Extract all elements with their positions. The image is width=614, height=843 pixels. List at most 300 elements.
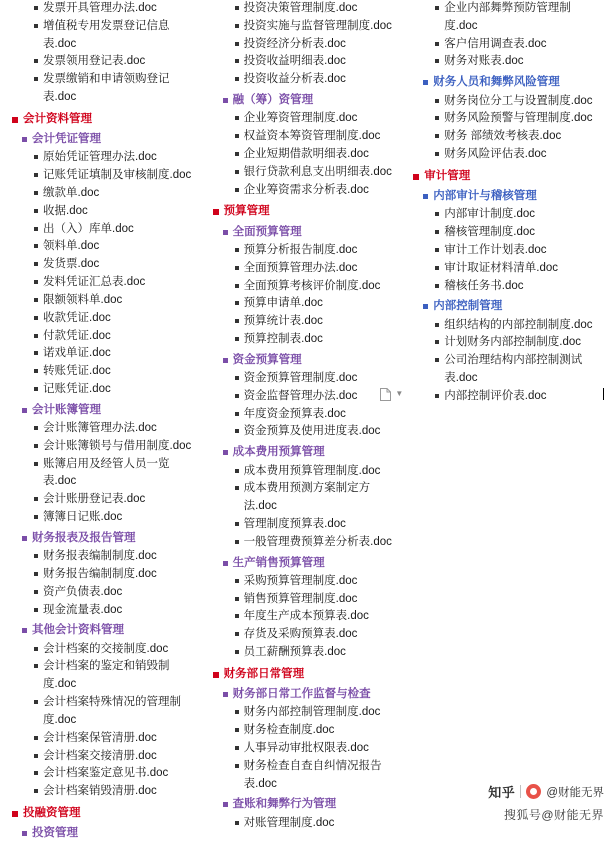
outline-item-label: 公司治理结构内部控制测试表.doc [444,354,583,384]
outline-item-label: 转账凭证.doc [43,365,111,378]
sohu-footer: 搜狐号@财能无界 [503,808,604,822]
square-bullet-icon [223,802,228,807]
outline-item-label: 投资收益明细表.doc [243,55,346,68]
outline-item[interactable] [10,203,203,221]
outline-item-label: 其他会计资料管理 [32,624,124,637]
outline-item-label: 企业内部舞弊预防管理制度.doc [444,2,571,32]
outline-item-label: 现金流量表.doc [43,603,123,616]
square-bullet-icon [235,540,239,544]
chevron-down-icon[interactable]: ▼ [395,388,404,398]
outline-item-label: 投资管理 [32,827,78,840]
outline-item-label: 收款凭证.doc [43,311,111,324]
square-bullet-icon [34,426,38,430]
outline-item-label: 成本费用预测方案制定方法.doc [243,482,371,513]
outline-item[interactable] [10,149,203,167]
outline-heading-level1[interactable] [10,805,203,822]
outline-item-label: 管理制度预算表.doc [243,517,346,530]
outline-item[interactable] [411,352,604,388]
outline-item[interactable] [10,71,203,107]
square-bullet-icon [235,764,239,768]
square-bullet-icon [235,170,239,174]
outline-item-label: 预算统计表.doc [243,315,323,328]
square-bullet-icon [22,408,27,413]
square-bullet-icon [34,700,38,704]
outline-item[interactable] [10,783,203,801]
outline-item-label: 财务报表编制制度.doc [43,550,157,563]
square-bullet-icon [235,728,239,732]
outline-item[interactable] [10,491,203,509]
outline-item[interactable] [10,310,203,328]
outline-item[interactable] [211,295,404,313]
column-2 [207,0,408,833]
square-bullet-icon [235,394,239,398]
outline-item[interactable] [211,722,404,740]
square-bullet-icon [235,134,239,138]
watermark [488,782,604,801]
outline-heading-level1[interactable] [411,168,604,185]
square-bullet-icon [34,209,38,213]
square-bullet-icon [435,212,439,216]
outline-heading-level2[interactable] [10,530,203,547]
outline-item-label: 员工薪酬预算表.doc [243,646,346,659]
outline-item-label: 会计档案的鉴定和销毁制度.doc [43,660,170,691]
square-bullet-icon [34,736,38,740]
outline-item[interactable] [10,363,203,381]
outline-item[interactable] [211,644,404,662]
outline-item-label: 资金预算及使用进度表.doc [243,425,381,438]
square-bullet-icon [435,59,439,63]
outline-heading-level2[interactable] [10,131,203,148]
outline-item[interactable] [211,278,404,296]
outline-item[interactable] [411,128,604,146]
outline-heading-level2[interactable] [411,188,604,205]
square-bullet-icon [223,561,228,566]
outline-item-label: 稽核任务书.doc [444,279,524,292]
square-bullet-icon [413,174,419,180]
outline-item-label: 会计档案保管清册.doc [43,731,157,744]
square-bullet-icon [235,412,239,416]
square-bullet-icon [34,77,38,81]
outline-item[interactable] [211,758,404,794]
column-1 [6,0,207,843]
outline-item[interactable] [411,206,604,224]
square-bullet-icon [423,194,428,199]
square-bullet-icon [213,209,219,215]
outline-item[interactable] [211,815,404,833]
square-bullet-icon [34,515,38,519]
square-bullet-icon [34,369,38,373]
outline-item-label: 财务检查自查自纠情况报告表.doc [243,759,382,790]
square-bullet-icon [34,227,38,231]
outline-item[interactable] [10,548,203,566]
square-bullet-icon [22,831,27,836]
outline-item-label: 出（入）库单.doc [43,222,134,235]
square-bullet-icon [223,230,228,235]
outline-item-label: 投资决策管理制度.doc [243,2,358,14]
outline-item[interactable] [10,566,203,584]
square-bullet-icon [34,647,38,651]
outline-item-label: 成本费用预算管理制度.doc [243,464,381,477]
square-bullet-icon [223,450,228,455]
outline-item[interactable] [411,242,604,260]
square-bullet-icon [223,692,228,697]
outline-item[interactable] [10,185,203,203]
outline-item[interactable] [10,658,203,694]
outline-heading-level2[interactable] [211,224,404,241]
outline-item-label: 发票缴销和申请领购登记表.doc [43,73,170,104]
outline-item-label: 成本费用预算管理 [232,446,325,459]
outline-item-label: 缴款单.doc [43,187,100,199]
outline-item-label: 资产负债表.doc [43,585,123,598]
outline-item-label: 发料凭证汇总表.doc [43,276,146,289]
square-bullet-icon [34,444,38,448]
outline-item[interactable] [10,694,203,730]
outline-item[interactable] [211,423,404,441]
outline-item-label: 稽核管理制度.doc [444,226,536,239]
square-bullet-icon [34,351,38,355]
outline-item[interactable] [411,224,604,242]
square-bullet-icon [435,230,439,234]
outline-item-label: 一般管理费预算差分析表.doc [243,535,392,548]
square-bullet-icon [235,746,239,750]
outline-item[interactable] [411,334,604,352]
square-bullet-icon [34,497,38,501]
square-bullet-icon [34,6,38,10]
square-bullet-icon [235,376,239,380]
outline-item-label: 内部控制管理 [433,300,503,313]
outline-item-label: 财务风险评估表.doc [444,147,547,160]
square-bullet-icon [34,554,38,558]
square-bullet-icon [235,77,239,81]
document-file-icon [380,388,391,401]
outline-item-label: 会计档案销毁清册.doc [43,785,157,798]
outline-item[interactable] [211,18,404,36]
square-bullet-icon [213,672,219,678]
outline-item[interactable] [211,480,404,516]
outline-item-label: 会计档案特殊情况的管理制度.doc [43,696,181,726]
outline-item-label: 资金预算管理制度.doc [243,372,358,384]
square-bullet-icon [235,116,239,120]
square-bullet-icon [435,323,439,327]
outline-item[interactable] [411,146,604,164]
outline-item[interactable] [10,345,203,363]
outline-item[interactable] [10,748,203,766]
square-bullet-icon [34,608,38,612]
outline-item-label: 财务报告编制制度.doc [43,567,157,580]
square-bullet-icon [435,42,439,46]
outline-heading-level2[interactable] [211,555,404,572]
outline-heading-level2[interactable] [211,352,404,369]
outline-item-label: 会计凭证管理 [32,133,101,146]
outline-item-label: 组织结构的内部控制制度.doc [444,318,593,331]
square-bullet-icon [235,469,239,473]
square-bullet-icon [22,628,27,633]
outline-item-label: 财务风险预警与管理制度.doc [444,112,593,125]
outline-item-label: 客户信用调查表.doc [444,37,547,50]
outline-item[interactable] [211,71,404,89]
square-bullet-icon [235,152,239,156]
outline-item[interactable] [411,110,604,128]
outline-item-label: 投资实施与监督管理制度.doc [243,19,392,32]
square-bullet-icon [34,334,38,338]
square-bullet-icon [435,116,439,120]
outline-item-label: 内部审计与稽核管理 [433,190,537,202]
outline-item-label: 簿簿日记账.doc [43,511,123,524]
outline-item[interactable] [211,388,404,406]
square-bullet-icon [223,98,228,103]
square-bullet-icon [22,536,27,541]
outline-item[interactable] [211,182,404,200]
square-bullet-icon [235,650,239,654]
outline-item-label: 发货票.doc [43,258,100,271]
outline-item[interactable] [10,18,203,54]
square-bullet-icon [235,301,239,305]
outline-heading-level2[interactable] [10,622,203,639]
square-bullet-icon [12,117,18,123]
outline-item[interactable] [211,516,404,534]
outline-item-label: 权益资本筹资管理制度.doc [243,130,381,143]
outline-item-label: 发票开具管理办法.doc [43,2,157,14]
three-column-layout [6,0,608,843]
square-bullet-icon [235,284,239,288]
outline-item[interactable] [10,420,203,438]
outline-item-label: 查账和舞弊行为管理 [232,798,337,811]
square-bullet-icon [423,304,428,309]
outline-item-label: 银行贷款利息支出明细表.doc [243,165,392,178]
square-bullet-icon [235,24,239,28]
square-bullet-icon [12,811,18,817]
outline-item-label: 限额领料单.doc [43,293,123,306]
square-bullet-icon [34,280,38,284]
outline-item-label: 销售预算管理制度.doc [243,592,358,605]
outline-item[interactable] [211,534,404,552]
outline-item[interactable] [211,704,404,722]
outline-item[interactable] [10,765,203,783]
square-bullet-icon [235,597,239,601]
square-bullet-icon [34,572,38,576]
square-bullet-icon [235,710,239,714]
outline-item-label: 财务岗位分工与设置制度.doc [444,94,593,107]
outline-item-label: 企业筹资需求分析表.doc [243,183,369,196]
outline-item-label: 审计取证材料清单.doc [444,261,559,274]
outline-heading-level2[interactable] [211,444,404,461]
square-bullet-icon [235,821,239,825]
outline-item[interactable] [411,388,604,406]
outline-item[interactable] [211,608,404,626]
square-bullet-icon [435,152,439,156]
outline-item[interactable] [10,274,203,292]
outline-item[interactable] [10,167,203,185]
outline-item[interactable] [10,438,203,456]
outline-item[interactable] [10,730,203,748]
outline-item[interactable] [211,406,404,424]
outline-heading-level2[interactable] [211,686,404,703]
outline-item[interactable] [10,256,203,274]
outline-item-label: 会计档案交接清册.doc [43,749,157,762]
outline-item-label: 预算分析报告制度.doc [243,243,358,256]
outline-item[interactable] [211,463,404,481]
outline-item-label: 预算申请单.doc [243,297,323,310]
outline-heading-level2[interactable] [10,825,203,842]
outline-item[interactable] [10,641,203,659]
outline-item[interactable] [411,53,604,71]
outline-item[interactable] [211,370,404,388]
square-bullet-icon [235,266,239,270]
outline-item[interactable] [411,260,604,278]
square-bullet-icon [235,632,239,636]
outline-item[interactable] [211,164,404,182]
outline-item-label: 财务人员和舞弊风险管理 [433,76,560,89]
square-bullet-icon [235,614,239,618]
square-bullet-icon [435,99,439,103]
outline-item[interactable] [10,584,203,602]
outline-item-label: 企业筹资管理制度.doc [243,112,358,125]
outline-heading-level1[interactable] [10,111,203,128]
avatar [526,784,541,799]
outline-item-label: 预算控制表.doc [243,332,323,345]
outline-item[interactable] [211,331,404,349]
outline-item-label: 财务检查制度.doc [243,724,335,737]
square-bullet-icon [235,319,239,323]
outline-item-label: 年度生产成本预算表.doc [243,610,369,623]
outline-heading-level2[interactable] [10,402,203,419]
outline-item-label: 记账凭证填制及审核制度.doc [43,169,192,182]
outline-item-label: 财务报表及报告管理 [32,531,136,544]
outline-item-label: 对账管理制度.doc [243,816,335,829]
square-bullet-icon [235,337,239,341]
square-bullet-icon [34,298,38,302]
outline-item[interactable] [211,36,404,54]
outline-heading-level1[interactable] [211,666,404,683]
outline-item[interactable] [211,242,404,260]
column-3 [407,0,608,406]
outline-item-label: 会计账簿管理办法.doc [43,422,157,434]
outline-item-label: 投资收益分析表.doc [243,73,346,86]
square-bullet-icon [435,266,439,270]
outline-item[interactable] [10,602,203,620]
square-bullet-icon [34,191,38,195]
outline-item-label: 企业短期借款明细表.doc [243,147,369,160]
outline-item-label: 投融资管理 [23,806,81,819]
watermark-author: @财能无界 [546,786,604,799]
square-bullet-icon [34,789,38,793]
outline-item-label: 全面预算考核评价制度.doc [243,279,381,292]
outline-heading-level2[interactable] [411,298,604,315]
square-bullet-icon [34,59,38,63]
outline-item-label: 会计账簿管理 [32,403,101,416]
square-bullet-icon [34,244,38,248]
square-bullet-icon [235,188,239,192]
outline-item-label: 审计管理 [424,169,471,182]
outline-item[interactable] [411,317,604,335]
square-bullet-icon [435,6,439,10]
outline-item[interactable] [10,53,203,71]
outline-item-label: 融（筹）资管理 [232,94,314,107]
square-bullet-icon [34,590,38,594]
outline-item-label: 财务对账表.doc [444,55,524,68]
square-bullet-icon [22,137,27,142]
outline-item-label: 付款凭证.doc [43,329,111,342]
outline-item[interactable] [10,381,203,399]
outline-heading-level2[interactable] [411,74,604,91]
outline-item-label: 财务部日常管理 [223,667,305,680]
outline-item[interactable] [211,128,404,146]
outline-item[interactable] [211,626,404,644]
outline-item[interactable] [10,0,203,18]
square-bullet-icon [235,6,239,10]
outline-heading-level2[interactable] [211,796,404,813]
outline-item[interactable] [411,278,604,296]
outline-item-label: 原始凭证管理办法.doc [43,151,157,164]
square-bullet-icon [34,173,38,177]
square-bullet-icon [34,24,38,28]
outline-item[interactable] [211,260,404,278]
outline-item[interactable] [10,456,203,492]
outline-item-label: 财务 部绩效考核表.doc [444,130,562,143]
outline-item[interactable] [211,313,404,331]
outline-item-label: 会计账册登记表.doc [43,493,146,506]
outline-item-label: 审计工作计划表.doc [444,243,547,256]
outline-item-label: 账簿启用及经管人员一览表.doc [43,457,170,488]
outline-item-label: 内部审计制度.doc [444,208,536,221]
square-bullet-icon [34,754,38,758]
outline-item[interactable] [411,93,604,111]
outline-item[interactable] [411,0,604,36]
square-bullet-icon [235,59,239,63]
square-bullet-icon [34,316,38,320]
text-cursor [603,388,604,400]
outline-item-label: 预算管理 [223,205,270,218]
outline-item-label: 生产销售预算管理 [232,556,325,569]
outline-item[interactable] [10,328,203,346]
outline-item[interactable] [211,591,404,609]
outline-item[interactable] [411,36,604,54]
outline-item[interactable] [211,573,404,591]
outline-item-label: 采购预算管理制度.doc [243,574,358,587]
outline-item-label: 资金监督管理办法.doc [243,389,358,402]
outline-item[interactable] [10,238,203,256]
square-bullet-icon [235,522,239,526]
outline-item-label: 会计档案的交接制度.doc [43,642,169,655]
square-bullet-icon [435,340,439,344]
square-bullet-icon [235,248,239,252]
outline-heading-level1[interactable] [211,203,404,220]
outline-item-label: 收据.doc [43,204,88,217]
outline-item[interactable] [211,0,404,18]
outline-item-label: 年度资金预算表.doc [243,407,346,420]
outline-item-label: 财务内部控制管理制度.doc [243,706,381,719]
square-bullet-icon [34,664,38,668]
watermark-divider [520,785,521,798]
outline-item-label: 增值税专用发票登记信息表.doc [43,19,170,50]
outline-item[interactable] [211,146,404,164]
square-bullet-icon [34,462,38,466]
outline-item[interactable] [10,292,203,310]
outline-item[interactable] [211,110,404,128]
outline-item[interactable] [10,509,203,527]
outline-item[interactable] [10,221,203,239]
outline-item[interactable] [211,740,404,758]
square-bullet-icon [435,394,439,398]
outline-item-label: 记账凭证.doc [43,382,111,395]
outline-item-label: 诺戏单证.doc [43,347,111,360]
outline-heading-level2[interactable] [211,92,404,109]
square-bullet-icon [423,80,428,85]
outline-item-label: 全面预算管理办法.doc [243,261,358,274]
outline-item[interactable] [211,53,404,71]
square-bullet-icon [435,284,439,288]
square-bullet-icon [435,134,439,138]
